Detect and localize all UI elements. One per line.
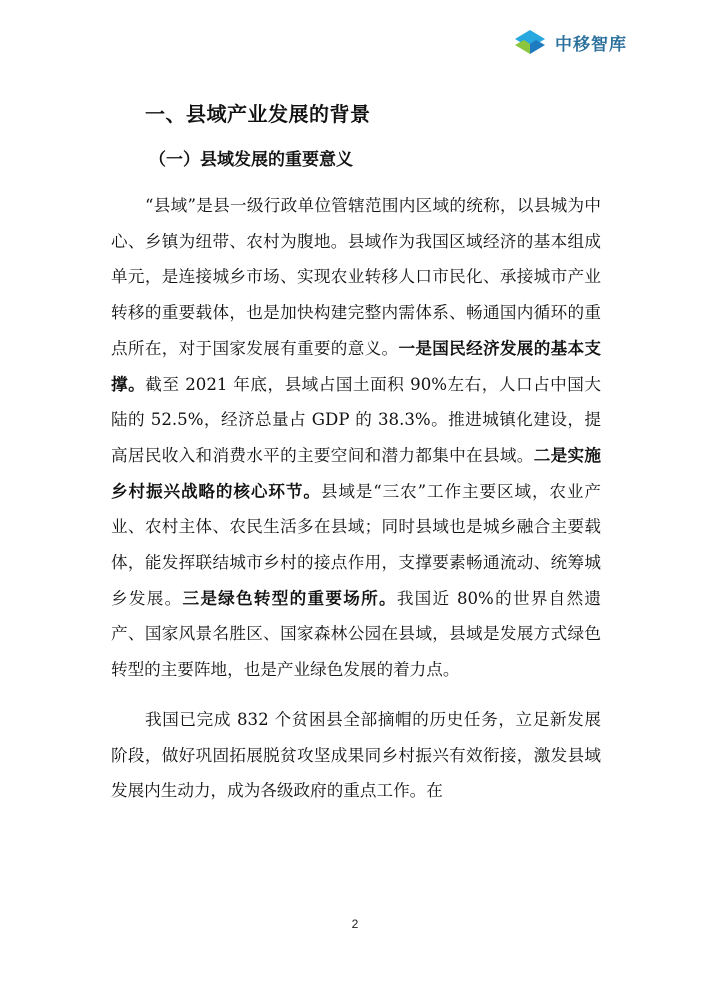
header-logo: [511, 24, 641, 60]
paragraph-poverty: 我国已完成 832 个贫困县全部摘帽的历史任务，立足新发展阶段，做好巩固拓展脱贫攻坚成果同乡村振兴有效衔接，激发县域发展内生动力，成为各级政府的重点工作。在: [111, 709, 601, 801]
paragraph-text: 县域是“三农”工作主要区域，农业产业、农村主体、农民生活多在县域；同时县域也是城乡融合主要载体，能发挥联结城市乡村的接点作用，支撑要素畅通流动、统筹城乡发展。: [111, 481, 602, 608]
section-heading: 一、县域产业发展的背景: [145, 102, 371, 126]
paragraph-text: “县域”是县一级行政单位管辖范围内区域的统称，以县城为中心、乡镇为纽带、农村为腹地。县域作为我国区域经济的基本组成单元，是连接城乡市场、实现农业转移人口市民化、承接城市产业转移的重要载体，也是加快构建完整内需体系、畅通国内循环的重点所在，对于国家发展有重要的意义。: [111, 196, 601, 358]
paragraph-significance: [111, 188, 601, 688]
key-point-2: 二是实施乡村振兴战略的核心环节。: [111, 444, 602, 501]
document-body: [111, 96, 601, 809]
key-point-1: 一是国民经济发展的基本支撑。: [111, 337, 602, 394]
key-point-3: 三是绿色转型的重要场所。: [182, 587, 397, 608]
subsection-heading: （一）县域发展的重要意义: [149, 150, 353, 170]
company-logo-icon: [511, 25, 549, 59]
paragraph-text: 截至 2021 年底，县域占国土面积 90%左右，人口占中国大陆的 52.5%，经济总量占 GDP 的 38.3%。推进城镇化建设，提高居民收入和消费水平的主要空间和潜力都集中在县域。: [111, 374, 601, 465]
page-number: 2: [351, 917, 359, 931]
logo-text: 中移智库: [555, 34, 627, 55]
paragraph-text: 我国近 80%的世界自然遗产、国家风景名胜区、国家森林公园在县域，县域是发展方式绿色转型的主要阵地，也是产业绿色发展的着力点。: [111, 588, 601, 680]
